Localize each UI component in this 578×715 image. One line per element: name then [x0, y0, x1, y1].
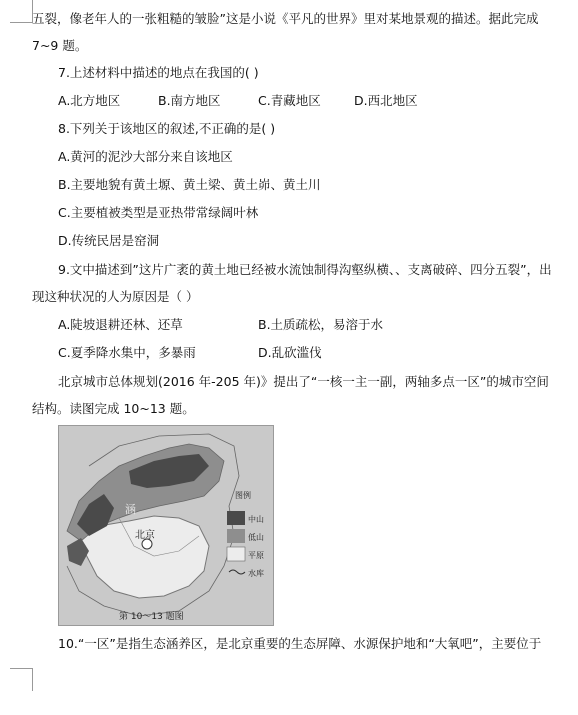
question-7-option-a: A.北方地区	[58, 93, 121, 108]
question-9-option-d: D.乱砍滥伐	[258, 345, 322, 360]
legend-label-plain: 平原	[248, 551, 264, 560]
question-8-option-b: B.主要地貌有黄土塬、黄土梁、黄土峁、黄土川	[58, 177, 321, 192]
page-corner-top-left	[10, 0, 33, 23]
beijing-terrain-map	[58, 425, 274, 626]
question-8-option-d: D.传统民居是窑洞	[58, 233, 160, 248]
legend-label-low-mountain: 低山	[248, 533, 264, 542]
question-7-option-d: D.西北地区	[354, 93, 418, 108]
question-8-stem: 8.下列关于该地区的叙述,不正确的是( )	[58, 121, 276, 136]
terrain-map-graphic	[59, 426, 273, 625]
map-caption: 第 10～13 题图	[119, 612, 184, 622]
page-corner-bottom-left	[10, 668, 33, 691]
legend-title: 图例	[235, 491, 251, 500]
legend-swatch-plain	[227, 547, 245, 561]
question-8-option-c: C.主要植被类型是亚热带常绿阔叶林	[58, 205, 259, 220]
question-9-stem-line-2: 现这种状况的人为原因是（ ）	[32, 289, 199, 304]
question-9-stem-line-1: 9.文中描述到”这片广袤的黄土地已经被水流蚀制得沟壑纵横、、支离破碎、四分五裂”，出	[58, 262, 552, 277]
question-9-option-b: B.土质疏松，易溶于水	[258, 317, 384, 332]
beijing-city-label: 北京	[135, 530, 155, 541]
question-10-stem: 10.“一区”是指生态涵养区，是北京重要的生态屏障、水源保护地和“大氧吧”，主要位于	[58, 636, 542, 651]
legend-label-middle-mountain: 中山	[248, 515, 264, 524]
legend-swatch-low-mountain	[227, 529, 245, 543]
question-7-option-b: B.南方地区	[158, 93, 221, 108]
question-7-option-c: C.青藏地区	[258, 93, 321, 108]
question-9-option-a: A.陡坡退耕还林、还草	[58, 317, 183, 332]
beijing-material-line-1: 北京城市总体规划(2016 年-205 年)》提出了“一核一主一副，两轴多点一区”的城市空间	[58, 374, 549, 389]
question-7-stem: 7.上述材料中描述的地点在我国的( )	[58, 65, 259, 80]
legend-swatch-middle-mountain	[227, 511, 245, 525]
intro-line-2: 7~9 题。	[32, 38, 88, 53]
beijing-material-line-2: 结构。读图完成 10~13 题。	[32, 401, 195, 416]
legend-label-reservoir: 水库	[248, 569, 264, 578]
question-9-option-c: C.夏季降水集中，多暴雨	[58, 345, 196, 360]
region-label: 涵	[125, 503, 136, 516]
question-8-option-a: A.黄河的泥沙大部分来自该地区	[58, 149, 233, 164]
intro-line-1: 五裂，像老年人的一张粗糙的皱脸”这是小说《平凡的世界》里对某地景观的描述。据此完成	[32, 11, 539, 26]
